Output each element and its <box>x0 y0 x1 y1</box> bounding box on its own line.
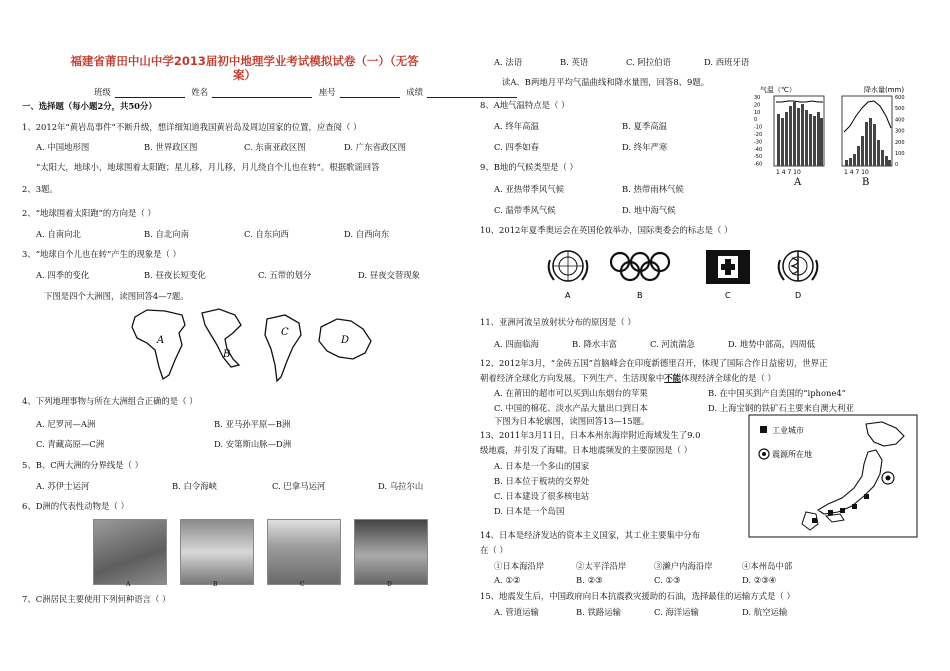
q3-option-a[interactable]: A. 四季的变化 <box>36 270 90 280</box>
q14-option-d[interactable]: D. ②③④ <box>742 575 777 585</box>
q13-option-a[interactable]: A. 日本是一个多山的国家 <box>494 461 590 471</box>
q13-option-c[interactable]: C. 日本建设了很多核电站 <box>494 491 590 501</box>
animal-label-c: C <box>300 581 305 588</box>
question-10: 10、2012年夏季奥运会在英国伦敦举办，国际奥委会的标志是（ ） <box>480 225 733 235</box>
precip-tick-label: 200 <box>895 139 905 146</box>
q9-option-d[interactable]: D. 地中海气候 <box>622 205 676 215</box>
q4-option-c[interactable]: C. 青藏高原—C洲 <box>36 439 105 449</box>
q3-option-b[interactable]: B. 昼夜长短变化 <box>144 270 206 280</box>
who-logo-icon[interactable] <box>779 251 818 281</box>
q14-option-c[interactable]: C. ①③ <box>654 575 681 585</box>
continent-b-shape <box>202 309 241 367</box>
climate-chart-b <box>842 96 892 166</box>
score-blank[interactable] <box>427 88 517 98</box>
q14-item-3: ③濑户内海沿岸 <box>654 561 713 571</box>
class-label: 班级 <box>94 87 111 97</box>
q11-option-c[interactable]: C. 河流湍急 <box>650 339 695 349</box>
logo-label-d: D <box>795 291 802 300</box>
precip-tick-label: 500 <box>895 106 905 113</box>
q1-option-c[interactable]: C. 东南亚政区图 <box>244 142 306 152</box>
question-13-line-1: 13、2011年3月11日，日本本州东海岸附近海域发生了9.0 <box>480 430 701 440</box>
q14-option-a[interactable]: A. ①② <box>494 575 521 585</box>
section-heading: 一、选择题（每小题2分，共50分） <box>22 101 157 111</box>
logo-label-b: B <box>637 291 643 300</box>
q11-option-a[interactable]: A. 四面临海 <box>494 339 539 349</box>
question-14-line-1: 14、日本是经济发达的资本主义国家，其工业主要集中分布 <box>480 530 701 540</box>
name-blank[interactable] <box>212 88 312 98</box>
intro-4-7: 下图是四个大洲图，读图回答4—7题。 <box>44 291 189 301</box>
q5-option-a[interactable]: A. 苏伊士运河 <box>36 481 90 491</box>
q11-option-b[interactable]: B. 降水丰富 <box>572 339 617 349</box>
q4-option-a[interactable]: A. 尼罗河—A洲 <box>36 419 96 429</box>
climate-label-b: B <box>862 177 870 188</box>
q12-text-b: 体现经济全球化的是（ ） <box>681 373 776 383</box>
q5-option-c[interactable]: C. 巴拿马运河 <box>272 481 326 491</box>
industrial-city-legend-icon <box>760 426 767 433</box>
seat-label: 座号 <box>318 87 336 97</box>
q3-option-d[interactable]: D. 昼夜交替现象 <box>358 270 420 280</box>
q8-option-b[interactable]: B. 夏季高温 <box>622 121 667 131</box>
industrial-city-legend: 工业城市 <box>772 426 804 435</box>
animal-photo-c[interactable] <box>267 519 341 585</box>
student-info-row <box>94 87 521 98</box>
q12-option-d[interactable]: D. 上海宝钢的铁矿石主要来自澳大利亚 <box>708 403 854 413</box>
q9-option-b[interactable]: B. 热带雨林气候 <box>622 184 684 194</box>
q12-text-a: 朝着经济全球化方向发展。下列生产、生活现象中 <box>480 373 665 383</box>
animal-photo-d[interactable] <box>354 519 428 585</box>
temp-tick-label: -10 <box>754 124 763 131</box>
question-9: 9、B地的气候类型是（ ） <box>480 162 578 172</box>
exam-title <box>22 54 467 82</box>
q2-option-a[interactable]: A. 自南向北 <box>36 229 81 239</box>
temp-tick-label: -50 <box>754 154 763 161</box>
q1-option-a[interactable]: A. 中国地形图 <box>36 142 90 152</box>
q15-option-c[interactable]: C. 海洋运输 <box>654 607 699 617</box>
question-1: 1、2012年“黄岩岛事件”不断升级，想详细知道我国黄岩岛及周边国家的位置，应查阅（ ） <box>22 122 362 132</box>
q12-option-a[interactable]: A. 在莆田的超市可以买到山东烟台的苹果 <box>494 388 648 398</box>
un-logo-icon[interactable] <box>549 251 588 281</box>
q14-item-1: ①日本海沿岸 <box>494 561 545 571</box>
q15-option-b[interactable]: B. 铁路运输 <box>576 607 621 617</box>
climate-label-a: A <box>794 177 802 188</box>
q9-option-c[interactable]: C. 温带季风气候 <box>494 205 556 215</box>
climate-charts <box>752 84 922 188</box>
q12-option-b[interactable]: B. 在中国买到产自美国的“iphone4” <box>708 388 846 398</box>
question-3: 3、“地球自个儿也在转”产生的现象是（ ） <box>22 249 181 259</box>
title-line-2: 案） <box>233 68 256 82</box>
q2-option-b[interactable]: B. 自北向南 <box>144 229 189 239</box>
q4-option-b[interactable]: B. 亚马孙平原—B洲 <box>214 419 291 429</box>
question-4: 4、下列地理事物与所在大洲组合正确的是（ ） <box>22 396 198 406</box>
continent-label-d: D <box>341 335 350 346</box>
question-6: 6、D洲的代表性动物是（ ） <box>22 501 129 511</box>
class-blank[interactable] <box>115 88 185 98</box>
continent-label-a: A <box>157 335 165 346</box>
intro-13-15: 下图为日本轮廓图，读图回答13—15题。 <box>494 416 650 426</box>
continent-label-c: C <box>281 327 289 338</box>
question-12-line-2 <box>480 373 776 384</box>
intro-8-9: 读A、B两地月平均气温曲线和降水量图，回答8、9题。 <box>502 77 710 87</box>
q12-option-c[interactable]: C. 中国的棉花、淡水产品大量出口到日本 <box>494 403 648 413</box>
q13-option-b[interactable]: B. 日本位于板块的交界处 <box>494 476 590 486</box>
animal-photo-b[interactable] <box>180 519 254 585</box>
question-12-line-1: 12、2012年3月，“金砖五国”首脑峰会在印度新德里召开，体现了国际合作日益密切，世界正 <box>480 358 828 368</box>
continent-label-b: B <box>223 349 231 360</box>
epicenter-legend: 震源所在地 <box>772 450 812 459</box>
title-line-1: 福建省莆田中山中学2013届初中地理学业考试模拟试卷（一）（无答 <box>70 54 419 68</box>
precip-axis-label: 降水量(mm) <box>864 86 905 94</box>
precip-tick-label: 0 <box>895 162 899 169</box>
temp-tick-label: -60 <box>754 161 763 168</box>
continent-c-shape <box>265 315 301 381</box>
q2-option-d[interactable]: D. 自西向东 <box>344 229 390 239</box>
q11-option-d[interactable]: D. 地势中部高，四周低 <box>728 339 816 349</box>
score-label: 成绩 <box>406 87 424 97</box>
climate-months-b: 1 4 7 10 <box>844 169 869 176</box>
q8-option-a[interactable]: A. 终年高温 <box>494 121 539 131</box>
temp-tick-label: -40 <box>754 146 763 153</box>
seat-blank[interactable] <box>340 88 400 98</box>
q13-option-d[interactable]: D. 日本是一个岛国 <box>494 506 565 516</box>
temp-tick-label: 30 <box>754 95 761 101</box>
q7-option-a[interactable]: A. 法语 <box>494 57 523 67</box>
climate-months-a: 1 4 7 10 <box>776 169 801 176</box>
precip-tick-label: 300 <box>895 128 905 135</box>
q7-option-c[interactable]: C. 阿拉伯语 <box>626 57 671 67</box>
precip-ticks <box>895 95 905 168</box>
q3-option-c[interactable]: C. 五带的划分 <box>258 270 312 280</box>
q14-option-b[interactable]: B. ②③ <box>576 575 603 585</box>
intro-2-3-line-2: 2、3题。 <box>22 184 58 194</box>
logo-label-a: A <box>565 291 571 300</box>
precip-tick-label: 400 <box>895 117 905 124</box>
q1-option-d[interactable]: D. 广东省政区图 <box>344 142 406 152</box>
temp-tick-label: 0 <box>754 117 758 124</box>
logos-figure <box>540 246 830 306</box>
q15-option-d[interactable]: D. 航空运输 <box>742 607 788 617</box>
q5-option-b[interactable]: B. 白令海峡 <box>172 481 217 491</box>
animal-label-b: B <box>213 581 218 588</box>
temp-tick-label: -20 <box>754 132 763 138</box>
precip-tick-label: 600 <box>895 95 905 101</box>
q12-not-emphasis: 不能 <box>664 373 681 383</box>
question-2: 2、“地球围着太阳跑”的方向是（ ） <box>22 208 156 218</box>
question-5: 5、B、C两大洲的分界线是（ ） <box>22 460 144 470</box>
name-label: 姓名 <box>191 87 209 97</box>
temp-ticks <box>754 95 762 168</box>
q9-option-a[interactable]: A. 亚热带季风气候 <box>494 184 564 194</box>
q1-option-b[interactable]: B. 世界政区图 <box>144 142 198 152</box>
animal-label-d: D <box>387 581 392 588</box>
logo-label-c: C <box>725 291 731 300</box>
q14-item-2: ②太平洋沿岸 <box>576 561 627 571</box>
question-7: 7、C洲居民主要使用下列何种语言（ ） <box>22 594 171 604</box>
q14-item-4: ④本州岛中部 <box>742 561 793 571</box>
q8-option-d[interactable]: D. 终年严寒 <box>622 142 668 152</box>
temp-tick-label: 20 <box>754 102 761 109</box>
question-14-line-2: 在（ ） <box>480 545 508 555</box>
temp-tick-label: 10 <box>754 109 761 116</box>
climate-chart-a <box>774 96 824 166</box>
q2-option-c[interactable]: C. 自东向西 <box>244 229 289 239</box>
question-15: 15、地震发生后，中国政府向日本抗震救灾援助的石油，选择最佳的运输方式是（ ） <box>480 591 795 601</box>
olympic-rings-icon[interactable] <box>611 253 669 280</box>
question-11: 11、亚洲河流呈放射状分布的原因是（ ） <box>480 317 636 327</box>
q7-option-b[interactable]: B. 英语 <box>560 57 589 67</box>
q15-option-a[interactable]: A. 管道运输 <box>494 607 539 617</box>
question-8: 8、A地气温特点是（ ） <box>480 100 570 110</box>
continents-map <box>127 305 385 387</box>
animal-photo-a[interactable] <box>93 519 167 585</box>
red-cross-flag-icon[interactable] <box>706 250 750 284</box>
intro-2-3-line-1: “太阳大，地球小，地球围着太阳跑；星儿移，月儿移，月儿绕自个儿也在转”。根据歌谣回答 <box>36 162 380 172</box>
precip-tick-label: 100 <box>895 151 905 157</box>
temp-tick-label: -30 <box>754 139 763 146</box>
q8-option-c[interactable]: C. 四季如春 <box>494 142 539 152</box>
q4-option-d[interactable]: D. 安第斯山脉—D洲 <box>214 439 292 449</box>
q7-option-d[interactable]: D. 西班牙语 <box>704 57 750 67</box>
q5-option-d[interactable]: D. 乌拉尔山 <box>378 481 424 491</box>
question-13-line-2: 级地震，并引发了海啸。日本地震频发的主要原因是（ ） <box>480 445 693 455</box>
animal-label-a: A <box>126 581 131 588</box>
temp-axis-label: 气温（℃） <box>760 86 796 94</box>
japan-map <box>748 414 918 538</box>
